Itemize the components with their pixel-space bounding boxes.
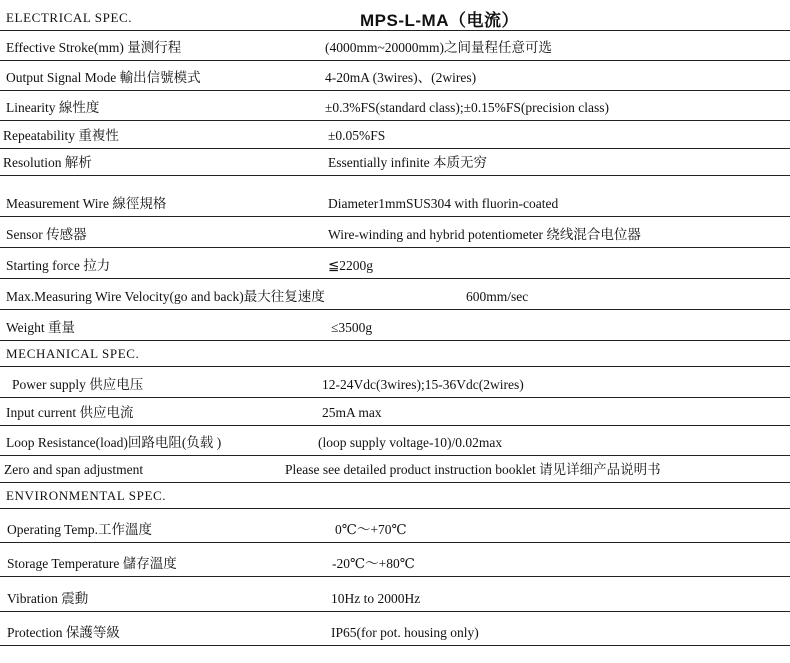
- spec-label: Vibration 震動: [7, 591, 89, 606]
- spec-label: Repeatability 重複性: [3, 128, 119, 143]
- spec-row-starting-force: [0, 247, 790, 278]
- spec-row-loop-resistance: [0, 425, 790, 455]
- spec-value: 25mA max: [322, 405, 382, 420]
- section-heading: ENVIRONMENTAL SPEC.: [6, 488, 167, 503]
- spec-value: Please see detailed product instruction booklet 请见详细产品说明书: [285, 462, 661, 477]
- spec-value: -20℃～+80℃: [332, 556, 415, 571]
- spec-row-storage-temp: [0, 542, 790, 576]
- spec-label: Loop Resistance(load)回路电阻(负载 ): [6, 435, 222, 450]
- spec-value: (4000mm~20000mm)之间量程任意可选: [325, 40, 553, 55]
- section-heading: MECHANICAL SPEC.: [6, 346, 140, 361]
- spec-label: Linearity 線性度: [6, 100, 100, 115]
- spec-value: ±0.3%FS(standard class);±0.15%FS(precision class): [325, 100, 610, 115]
- spec-row-resolution: [0, 148, 790, 175]
- spec-value: IP65(for pot. housing only): [331, 625, 479, 640]
- spec-label: Input current 供应电流: [6, 405, 134, 420]
- spec-label: Storage Temperature 儲存溫度: [7, 556, 177, 571]
- spec-label: Measurement Wire 線徑規格: [6, 196, 167, 211]
- divider: [0, 645, 790, 646]
- spec-label: Protection 保護等級: [7, 625, 120, 640]
- spec-label: Power supply 供应电压: [12, 377, 144, 392]
- spec-value: 600mm/sec: [466, 289, 529, 304]
- spec-value: (loop supply voltage-10)/0.02max: [318, 435, 503, 450]
- spec-label: Resolution 解析: [3, 155, 92, 170]
- spec-label: Output Signal Mode 輸出信號模式: [6, 70, 201, 85]
- spec-row-measurement-wire: [0, 175, 790, 216]
- spec-value: Essentially infinite 本质无穷: [328, 155, 487, 170]
- spec-value: ≦2200g: [328, 258, 374, 273]
- spec-value: ±0.05%FS: [328, 128, 386, 143]
- spec-value: Wire-winding and hybrid potentiometer 绕线混合电位器: [328, 227, 641, 242]
- spec-row-protection: [0, 611, 790, 645]
- section-environmental: [0, 482, 790, 508]
- spec-value: 0℃～+70℃: [335, 522, 407, 537]
- section-mechanical: [0, 340, 790, 366]
- spec-row-linearity: [0, 90, 790, 120]
- spec-row-effective-stroke: [0, 30, 790, 60]
- spec-row-output-signal: [0, 60, 790, 90]
- spec-row-max-velocity: [0, 278, 790, 309]
- spec-label: Sensor 传感器: [6, 227, 87, 242]
- spec-row-sensor: [0, 216, 790, 247]
- section-heading: ELECTRICAL SPEC.: [6, 10, 133, 25]
- spec-row-power-supply: [0, 366, 790, 397]
- section-electrical: [0, 0, 790, 30]
- spec-label: Effective Stroke(mm) 量测行程: [6, 40, 182, 55]
- spec-row-operating-temp: [0, 508, 790, 542]
- spec-label: Operating Temp.工作溫度: [7, 522, 153, 537]
- spec-label: Max.Measuring Wire Velocity(go and back)最大往复速度: [6, 289, 325, 304]
- spec-value: ≤3500g: [331, 320, 373, 335]
- spec-value: 12-24Vdc(3wires);15-36Vdc(2wires): [322, 377, 524, 392]
- product-title: MPS-L-MA（电流）: [360, 11, 519, 30]
- spec-row-repeatability: [0, 120, 790, 148]
- spec-value: 10Hz to 2000Hz: [331, 591, 421, 606]
- spec-row-vibration: [0, 576, 790, 611]
- spec-label: Starting force 拉力: [6, 258, 111, 273]
- spec-label: Weight 重量: [6, 320, 76, 335]
- spec-value: Diameter1mmSUS304 with fluorin-coated: [328, 196, 559, 211]
- spec-label: Zero and span adjustment: [4, 462, 144, 477]
- spec-row-zero-span: [0, 455, 790, 482]
- spec-row-weight: [0, 309, 790, 340]
- spec-row-input-current: [0, 397, 790, 425]
- spec-value: 4-20mA (3wires)、(2wires): [325, 70, 477, 85]
